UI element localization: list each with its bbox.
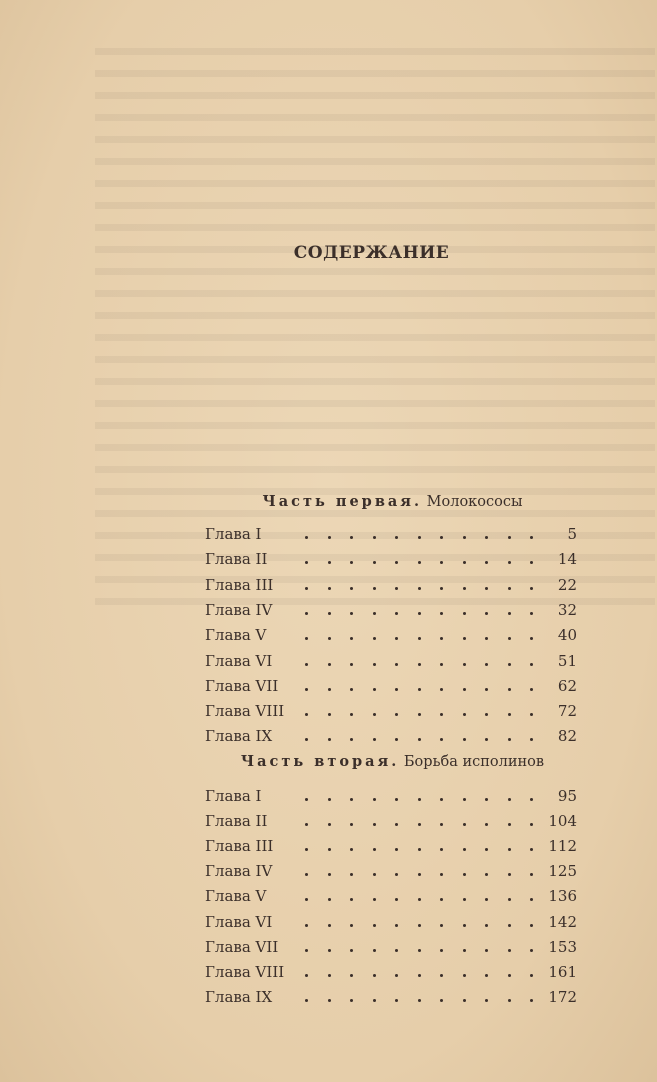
toc-entry[interactable] [205, 834, 577, 858]
dot-leader [305, 960, 533, 977]
page-number: 40 [557, 626, 577, 645]
page-number: 136 [548, 887, 577, 906]
toc-entry[interactable] [205, 859, 577, 883]
part-heading [205, 493, 580, 510]
dot-leader [305, 623, 533, 640]
chapter-label: Глава II [205, 812, 268, 831]
toc-entry[interactable] [205, 910, 577, 934]
page-number: 5 [567, 525, 577, 543]
page-number: 142 [548, 912, 577, 931]
chapter-label: Глава IX [205, 727, 273, 746]
toc-entry[interactable] [205, 699, 577, 723]
page-number: 14 [557, 550, 577, 569]
page-number: 62 [557, 676, 577, 695]
dot-leader [305, 935, 533, 952]
chapter-label: Глава IV [205, 600, 273, 619]
dot-leader [305, 573, 533, 590]
toc-entry[interactable] [205, 649, 577, 673]
chapter-label: Глава VII [205, 937, 279, 956]
dot-leader [305, 699, 533, 716]
dot-leader [305, 674, 533, 691]
page-number: 95 [557, 787, 577, 805]
page-number: 172 [548, 987, 577, 1006]
chapter-label: Глава VI [205, 912, 273, 931]
dot-leader [305, 859, 533, 876]
page-number: 153 [548, 937, 577, 956]
page-title: СОДЕРЖАНИЕ [293, 243, 450, 263]
chapter-label: Глава VIII [205, 962, 285, 981]
toc-entry[interactable] [205, 573, 577, 597]
toc-entry[interactable] [205, 623, 577, 647]
chapter-label: Глава I [205, 787, 262, 805]
page-number: 112 [548, 837, 577, 856]
part-name: Борьба исполинов [403, 754, 545, 770]
chapter-label: Глава VI [205, 651, 273, 670]
chapter-label: Глава VIII [205, 702, 285, 721]
toc-entry[interactable] [205, 884, 577, 908]
page-number: 32 [557, 600, 577, 619]
dot-leader [305, 834, 533, 851]
toc-entry[interactable] [205, 784, 577, 808]
chapter-label: Глава IX [205, 987, 273, 1006]
page-number: 161 [548, 962, 577, 981]
toc-entry[interactable] [205, 724, 577, 748]
toc-entry[interactable] [205, 522, 577, 546]
part-number: Часть первая. [262, 493, 423, 510]
toc-entry[interactable] [205, 809, 577, 833]
page-number: 22 [557, 575, 577, 594]
page-number: 51 [557, 651, 577, 670]
page-number: 104 [548, 812, 577, 831]
dot-leader [305, 649, 533, 666]
page-number: 125 [548, 862, 577, 881]
dot-leader [305, 598, 533, 615]
part-name: Молокососы [426, 494, 523, 510]
toc-entry[interactable] [205, 960, 577, 984]
chapter-label: Глава III [205, 575, 274, 594]
chapter-label: Глава VII [205, 676, 279, 695]
toc-entry[interactable] [205, 985, 577, 1009]
chapter-label: Глава IV [205, 862, 273, 881]
chapter-label: Глава II [205, 550, 268, 569]
chapter-label: Глава V [205, 626, 267, 645]
dot-leader [305, 724, 533, 741]
dot-leader [305, 809, 533, 826]
page-number: 82 [557, 727, 577, 746]
dot-leader [305, 547, 533, 564]
chapter-label: Глава I [205, 525, 262, 543]
toc-entry[interactable] [205, 935, 577, 959]
page-number: 72 [557, 702, 577, 721]
toc-entry[interactable] [205, 674, 577, 698]
toc-entry[interactable] [205, 598, 577, 622]
part-heading [205, 753, 580, 770]
part-number: Часть вторая. [240, 753, 400, 770]
chapter-label: Глава V [205, 887, 267, 906]
toc-entry[interactable] [205, 547, 577, 571]
dot-leader [305, 910, 533, 927]
dot-leader [305, 884, 533, 901]
dot-leader [305, 522, 533, 539]
chapter-label: Глава III [205, 837, 274, 856]
dot-leader [305, 985, 533, 1002]
dot-leader [305, 784, 533, 801]
